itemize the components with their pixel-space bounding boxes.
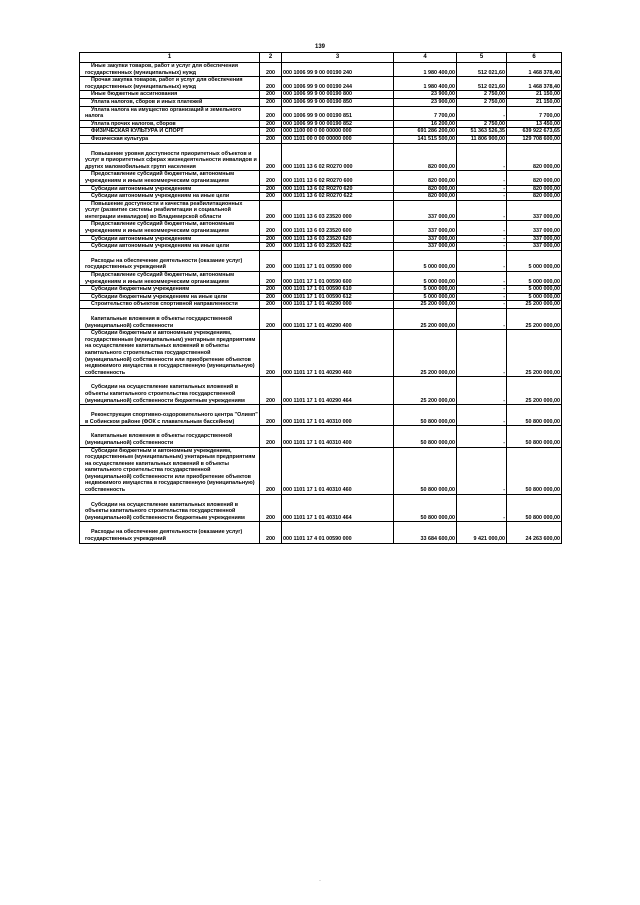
row-name-cell	[80, 128, 260, 136]
row-name-text: Строительство объектов спортивной направленности	[91, 301, 238, 308]
table-row	[80, 106, 562, 120]
row-line-code-cell: 200	[260, 494, 282, 522]
row-approved-amount-cell: 33 684 600,00	[394, 522, 457, 543]
row-classification-code-cell: 000 1101 13 6 02 R0270 620	[282, 185, 394, 193]
row-unexecuted-amount-cell: 639 922 673,65	[507, 128, 562, 136]
table-row	[80, 235, 562, 243]
header-cell: 1	[80, 53, 260, 63]
row-classification-code-cell: 000 1101 13 6 03 23520 600	[282, 221, 394, 235]
row-line-code-cell: 200	[260, 235, 282, 243]
row-classification-code-cell: 000 1101 17 1 01 00590 610	[282, 286, 394, 294]
row-line-code-cell: 200	[260, 171, 282, 185]
row-name-cell	[80, 522, 260, 543]
row-line-code-cell: 200	[260, 522, 282, 543]
budget-table	[79, 52, 562, 544]
row-line-code-cell: 200	[260, 293, 282, 301]
row-classification-code-cell: 000 1101 13 6 02 R0270 000	[282, 143, 394, 171]
row-name-text: Субсидии бюджетным и автономным учреждениям, государственным (муниципальным) унитарным предприятиям на осуществление капитальных вложений в объекты капитального строительства государственной (муниципальной) собственности или приобретение объектов недвижимого имущества в государственную (муниципальную) собственность	[85, 447, 256, 494]
row-classification-code-cell: 000 1101 17 1 01 40290 460	[282, 330, 394, 377]
row-unexecuted-amount-cell: 50 800 000,00	[507, 447, 562, 494]
table-row	[80, 243, 562, 251]
row-approved-amount-cell: 50 800 000,00	[394, 426, 457, 447]
row-classification-code-cell: 000 1006 99 9 00 00190 800	[282, 91, 394, 99]
row-executed-amount-cell: 11 806 900,00	[457, 135, 507, 143]
row-name-text: Иные бюджетные ассигнования	[91, 91, 178, 98]
row-name-cell	[80, 330, 260, 377]
row-unexecuted-amount-cell: 129 708 600,00	[507, 135, 562, 143]
row-name-text: Субсидии на осуществление капитальных вложений в объекты капитального строительства государственной (муниципальной) собственности бюджетным учреждениям	[85, 501, 245, 521]
row-name-text: Расходы на обеспечение деятельности (оказание услуг) государственных учреждений	[85, 257, 243, 271]
row-line-code-cell: 200	[260, 330, 282, 377]
row-approved-amount-cell: 141 515 500,00	[394, 135, 457, 143]
row-name-cell	[80, 200, 260, 221]
header-cell: 2	[260, 53, 282, 63]
row-line-code-cell: 200	[260, 250, 282, 271]
row-line-code-cell: 200	[260, 135, 282, 143]
row-approved-amount-cell: 820 000,00	[394, 193, 457, 201]
table-row	[80, 143, 562, 171]
row-classification-code-cell: 000 1101 13 6 02 R0270 622	[282, 193, 394, 201]
table-row	[80, 120, 562, 128]
row-line-code-cell: 200	[260, 286, 282, 294]
row-approved-amount-cell: 820 000,00	[394, 185, 457, 193]
row-approved-amount-cell: 50 800 000,00	[394, 405, 457, 426]
row-executed-amount-cell: -	[457, 447, 507, 494]
row-name-cell	[80, 120, 260, 128]
row-unexecuted-amount-cell: 50 800 000,00	[507, 426, 562, 447]
row-name-text: Прочая закупка товаров, работ и услуг для обеспечения государственных (муниципальных) нужд	[85, 77, 243, 90]
table-header-row	[80, 53, 562, 63]
row-executed-amount-cell: -	[457, 171, 507, 185]
row-line-code-cell: 200	[260, 106, 282, 120]
row-name-cell	[80, 77, 260, 91]
row-name-text: Субсидии на осуществление капитальных вложений в объекты капитального строительства государственной (муниципальной) собственности бюджетным учреждениям	[85, 384, 245, 404]
row-line-code-cell: 200	[260, 243, 282, 251]
row-executed-amount-cell: -	[457, 106, 507, 120]
row-executed-amount-cell: 512 021,60	[457, 63, 507, 77]
row-name-cell	[80, 135, 260, 143]
row-name-text: Субсидии бюджетным учреждениям на иные цели	[91, 293, 228, 300]
row-executed-amount-cell: -	[457, 235, 507, 243]
row-name-cell	[80, 494, 260, 522]
row-classification-code-cell: 000 1006 99 9 00 00190 850	[282, 98, 394, 106]
row-classification-code-cell: 000 1006 99 9 00 00190 851	[282, 106, 394, 120]
row-name-text: Предоставление субсидий бюджетным, автономным учреждениям и иным некоммерческим организациям	[85, 272, 235, 285]
row-executed-amount-cell: -	[457, 426, 507, 447]
table-row	[80, 494, 562, 522]
row-executed-amount-cell: -	[457, 286, 507, 294]
row-unexecuted-amount-cell: 25 200 000,00	[507, 330, 562, 377]
row-line-code-cell: 200	[260, 77, 282, 91]
row-classification-code-cell: 000 1101 17 1 01 40290 000	[282, 301, 394, 309]
row-line-code-cell: 200	[260, 309, 282, 330]
row-name-cell	[80, 91, 260, 99]
row-name-cell	[80, 309, 260, 330]
row-unexecuted-amount-cell: 820 000,00	[507, 193, 562, 201]
row-approved-amount-cell: 25 200 000,00	[394, 377, 457, 405]
row-name-cell	[80, 106, 260, 120]
row-line-code-cell: 200	[260, 193, 282, 201]
row-classification-code-cell: 000 1100 00 0 00 00000 000	[282, 128, 394, 136]
row-unexecuted-amount-cell: 337 000,00	[507, 243, 562, 251]
row-unexecuted-amount-cell: 21 150,00	[507, 91, 562, 99]
row-name-text: Субсидии бюджетным и автономным учреждениям, государственным (муниципальным) унитарным предприятиям на осуществление капитальных вложений в объекты капитального строительства государственной (муниципальной) собственности или приобретение объектов недвижимого имущества в государственную (муниципальную) собственность	[85, 330, 256, 376]
table-row	[80, 200, 562, 221]
row-name-text: Иные закупки товаров, работ и услуг для обеспечения государственных (муниципальных) нужд	[85, 63, 238, 76]
row-approved-amount-cell: 7 700,00	[394, 106, 457, 120]
row-name-cell	[80, 98, 260, 106]
row-approved-amount-cell: 1 980 400,00	[394, 63, 457, 77]
row-executed-amount-cell: 2 750,00	[457, 91, 507, 99]
row-unexecuted-amount-cell: 5 000 000,00	[507, 286, 562, 294]
row-unexecuted-amount-cell: 25 200 000,00	[507, 377, 562, 405]
row-line-code-cell: 200	[260, 98, 282, 106]
row-classification-code-cell: 000 1101 17 1 01 40290 400	[282, 309, 394, 330]
row-approved-amount-cell: 691 286 200,00	[394, 128, 457, 136]
row-executed-amount-cell: -	[457, 301, 507, 309]
footer-mark: ·	[319, 878, 321, 884]
row-name-text: Предоставление субсидий бюджетным, автономным учреждениям и иным некоммерческим организациям	[85, 221, 235, 235]
row-name-cell	[80, 286, 260, 294]
row-line-code-cell: 200	[260, 405, 282, 426]
table-row	[80, 286, 562, 294]
table-row	[80, 330, 562, 377]
row-approved-amount-cell: 25 200 000,00	[394, 330, 457, 377]
row-unexecuted-amount-cell: 820 000,00	[507, 185, 562, 193]
table-row	[80, 135, 562, 143]
row-classification-code-cell: 000 1101 13 6 02 R0270 600	[282, 171, 394, 185]
row-name-cell	[80, 193, 260, 201]
row-name-text: Повышение уровня доступности приоритетных объектов и услуг в приоритетных сферах жизнедеятельности инвалидов и других маломобильных групп населения	[85, 150, 257, 170]
row-name-cell	[80, 250, 260, 271]
row-approved-amount-cell: 337 000,00	[394, 221, 457, 235]
row-approved-amount-cell: 16 200,00	[394, 120, 457, 128]
row-unexecuted-amount-cell: 25 200 000,00	[507, 309, 562, 330]
row-name-text: Повышение доступности и качества реабилитационных услуг (развитие системы реабилитации и социальной интеграции инвалидов) во Владимирской области	[85, 200, 243, 220]
row-unexecuted-amount-cell: 820 000,00	[507, 171, 562, 185]
row-unexecuted-amount-cell: 25 200 000,00	[507, 301, 562, 309]
row-classification-code-cell: 000 1101 17 1 01 00590 612	[282, 293, 394, 301]
row-line-code-cell: 200	[260, 377, 282, 405]
row-classification-code-cell: 000 1006 99 9 00 00190 240	[282, 63, 394, 77]
table-row	[80, 309, 562, 330]
row-line-code-cell: 200	[260, 200, 282, 221]
row-unexecuted-amount-cell: 5 000 000,00	[507, 272, 562, 286]
row-name-cell	[80, 221, 260, 235]
row-approved-amount-cell: 820 000,00	[394, 171, 457, 185]
row-approved-amount-cell: 820 000,00	[394, 143, 457, 171]
table-row	[80, 250, 562, 271]
row-executed-amount-cell: -	[457, 221, 507, 235]
header-cell: 3	[282, 53, 394, 63]
row-classification-code-cell: 000 1101 00 0 00 00000 000	[282, 135, 394, 143]
row-name-text: Расходы на обеспечение деятельности (оказание услуг) государственных учреждений	[85, 529, 243, 543]
row-executed-amount-cell: -	[457, 200, 507, 221]
row-executed-amount-cell: -	[457, 405, 507, 426]
row-name-text: Реконструкция спортивно-оздоровительного центра "Олимп" в Собинском районе (ФОК с плавательным бассейном)	[85, 412, 258, 425]
table-body	[80, 63, 562, 544]
row-classification-code-cell: 000 1101 17 1 01 40290 464	[282, 377, 394, 405]
row-executed-amount-cell: 2 750,00	[457, 98, 507, 106]
row-executed-amount-cell: 9 421 000,00	[457, 522, 507, 543]
row-unexecuted-amount-cell: 5 000 000,00	[507, 293, 562, 301]
row-classification-code-cell: 000 1006 99 9 00 00190 244	[282, 77, 394, 91]
table-row	[80, 377, 562, 405]
row-unexecuted-amount-cell: 24 263 600,00	[507, 522, 562, 543]
row-classification-code-cell: 000 1101 13 6 03 23520 620	[282, 235, 394, 243]
row-approved-amount-cell: 337 000,00	[394, 243, 457, 251]
row-approved-amount-cell: 25 200 000,00	[394, 301, 457, 309]
row-classification-code-cell: 000 1101 17 1 01 40310 460	[282, 447, 394, 494]
row-name-cell	[80, 235, 260, 243]
header-cell: 4	[394, 53, 457, 63]
row-name-cell	[80, 301, 260, 309]
row-classification-code-cell: 000 1101 17 1 01 40310 000	[282, 405, 394, 426]
row-name-cell	[80, 63, 260, 77]
row-unexecuted-amount-cell: 21 150,00	[507, 98, 562, 106]
row-approved-amount-cell: 23 900,00	[394, 91, 457, 99]
row-approved-amount-cell: 5 000 000,00	[394, 286, 457, 294]
row-approved-amount-cell: 337 000,00	[394, 235, 457, 243]
table-row	[80, 405, 562, 426]
row-unexecuted-amount-cell: 820 000,00	[507, 143, 562, 171]
row-classification-code-cell: 000 1101 17 1 01 00590 000	[282, 250, 394, 271]
header-cell: 6	[507, 53, 562, 63]
row-name-text: Физическая культура	[91, 135, 149, 142]
row-line-code-cell: 200	[260, 120, 282, 128]
row-name-text: ФИЗИЧЕСКАЯ КУЛЬТУРА И СПОРТ	[91, 128, 184, 135]
row-line-code-cell: 200	[260, 63, 282, 77]
row-name-text: Уплата прочих налогов, сборов	[91, 120, 176, 127]
row-executed-amount-cell: -	[457, 293, 507, 301]
row-name-text: Субсидии автономным учреждениям	[91, 185, 192, 192]
row-classification-code-cell: 000 1101 17 4 01 00590 000	[282, 522, 394, 543]
row-name-text: Субсидии автономным учреждениям на иные цели	[91, 243, 230, 250]
row-unexecuted-amount-cell: 337 000,00	[507, 200, 562, 221]
table-row	[80, 221, 562, 235]
row-executed-amount-cell: -	[457, 309, 507, 330]
header-cell: 5	[457, 53, 507, 63]
row-approved-amount-cell: 1 980 400,00	[394, 77, 457, 91]
row-executed-amount-cell: -	[457, 250, 507, 271]
row-line-code-cell: 200	[260, 143, 282, 171]
row-unexecuted-amount-cell: 7 700,00	[507, 106, 562, 120]
row-unexecuted-amount-cell: 50 800 000,00	[507, 494, 562, 522]
row-approved-amount-cell: 5 000 000,00	[394, 272, 457, 286]
row-executed-amount-cell: 51 363 526,35	[457, 128, 507, 136]
row-executed-amount-cell: -	[457, 143, 507, 171]
row-executed-amount-cell: -	[457, 272, 507, 286]
table-row	[80, 98, 562, 106]
row-name-cell	[80, 447, 260, 494]
table-row	[80, 272, 562, 286]
table-row	[80, 293, 562, 301]
row-executed-amount-cell: -	[457, 330, 507, 377]
row-classification-code-cell: 000 1101 13 6 03 23520 000	[282, 200, 394, 221]
row-line-code-cell: 200	[260, 185, 282, 193]
row-name-cell	[80, 171, 260, 185]
row-name-text: Уплата налогов, сборов и иных платежей	[91, 98, 203, 105]
row-name-text: Капитальные вложения в объекты государственной (муниципальной) собственности	[85, 316, 233, 329]
row-name-cell	[80, 293, 260, 301]
row-executed-amount-cell: -	[457, 494, 507, 522]
row-name-cell	[80, 143, 260, 171]
row-approved-amount-cell: 337 000,00	[394, 200, 457, 221]
row-executed-amount-cell: -	[457, 185, 507, 193]
row-classification-code-cell: 000 1101 13 6 03 23520 622	[282, 243, 394, 251]
row-name-text: Субсидии автономным учреждениям	[91, 235, 192, 242]
row-line-code-cell: 200	[260, 91, 282, 99]
row-name-cell	[80, 185, 260, 193]
row-classification-code-cell: 000 1101 17 1 01 40310 400	[282, 426, 394, 447]
row-line-code-cell: 200	[260, 426, 282, 447]
row-approved-amount-cell: 5 000 000,00	[394, 293, 457, 301]
row-executed-amount-cell: 512 021,60	[457, 77, 507, 91]
row-line-code-cell: 200	[260, 272, 282, 286]
row-executed-amount-cell: 2 750,00	[457, 120, 507, 128]
row-unexecuted-amount-cell: 50 800 000,00	[507, 405, 562, 426]
row-name-cell	[80, 426, 260, 447]
row-approved-amount-cell: 50 800 000,00	[394, 494, 457, 522]
row-unexecuted-amount-cell: 5 000 000,00	[507, 250, 562, 271]
table-row	[80, 522, 562, 543]
table-row	[80, 426, 562, 447]
row-line-code-cell: 200	[260, 301, 282, 309]
row-name-text: Субсидии автономным учреждениям на иные цели	[91, 193, 230, 200]
table-row	[80, 185, 562, 193]
row-unexecuted-amount-cell: 13 450,00	[507, 120, 562, 128]
row-approved-amount-cell: 25 200 000,00	[394, 309, 457, 330]
row-unexecuted-amount-cell: 337 000,00	[507, 221, 562, 235]
table-row	[80, 91, 562, 99]
row-line-code-cell: 200	[260, 128, 282, 136]
table-row	[80, 171, 562, 185]
page-number: 139	[314, 44, 325, 50]
row-classification-code-cell: 000 1101 17 1 01 40310 464	[282, 494, 394, 522]
table-row	[80, 128, 562, 136]
row-name-cell	[80, 272, 260, 286]
row-executed-amount-cell: -	[457, 243, 507, 251]
table-row	[80, 193, 562, 201]
row-unexecuted-amount-cell: 1 468 378,40	[507, 63, 562, 77]
row-classification-code-cell: 000 1006 99 9 00 00190 852	[282, 120, 394, 128]
table-row	[80, 301, 562, 309]
row-name-cell	[80, 405, 260, 426]
row-name-text: Субсидии бюджетным учреждениям	[91, 286, 190, 293]
row-executed-amount-cell: -	[457, 377, 507, 405]
row-unexecuted-amount-cell: 337 000,00	[507, 235, 562, 243]
row-name-cell	[80, 377, 260, 405]
row-approved-amount-cell: 23 900,00	[394, 98, 457, 106]
row-approved-amount-cell: 5 000 000,00	[394, 250, 457, 271]
table-row	[80, 447, 562, 494]
row-classification-code-cell: 000 1101 17 1 01 00590 600	[282, 272, 394, 286]
table-row	[80, 77, 562, 91]
row-name-text: Уплата налога на имущество организаций и земельного налога	[85, 106, 242, 120]
row-line-code-cell: 200	[260, 447, 282, 494]
row-name-text: Капитальные вложения в объекты государственной (муниципальной) собственности	[85, 433, 233, 446]
row-name-text: Предоставление субсидий бюджетным, автономным учреждениям и иным некоммерческим организациям	[85, 171, 235, 184]
row-unexecuted-amount-cell: 1 468 378,40	[507, 77, 562, 91]
table-row	[80, 63, 562, 77]
row-executed-amount-cell: -	[457, 193, 507, 201]
row-line-code-cell: 200	[260, 221, 282, 235]
row-name-cell	[80, 243, 260, 251]
row-approved-amount-cell: 50 800 000,00	[394, 447, 457, 494]
